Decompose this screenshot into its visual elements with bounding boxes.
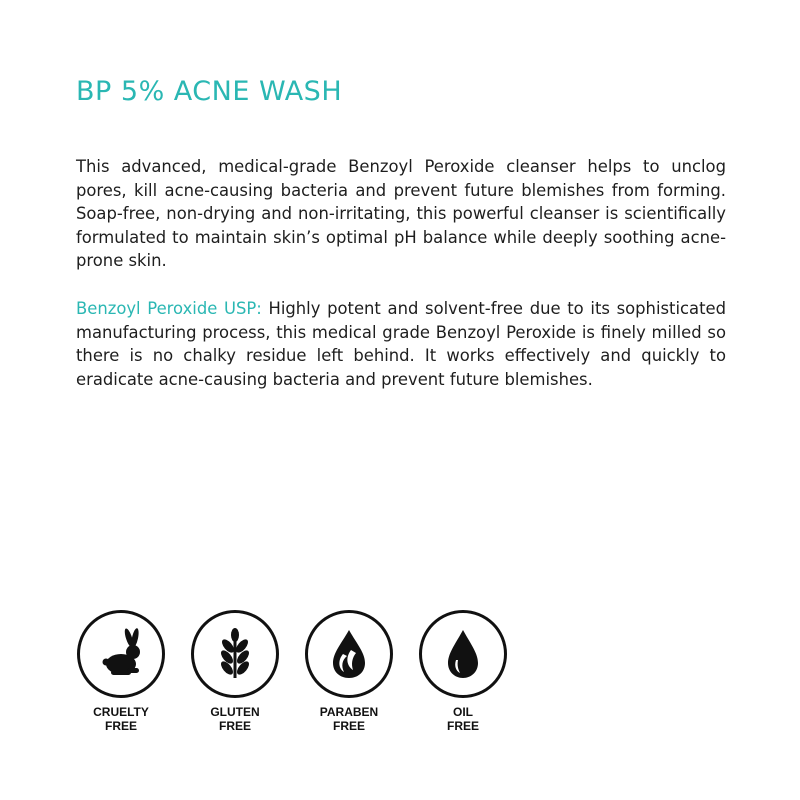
badge-label-line2: FREE [446,719,479,733]
badge-oil-free [406,610,520,733]
wheat-icon [207,626,263,682]
badge-label-line2: FREE [332,719,365,733]
badge-gluten-free [178,610,292,733]
badge-label-line1: CRUELTY [93,705,149,719]
ingredient-name: Benzoyl Peroxide USP: [76,299,262,318]
badge-label-line2: FREE [104,719,137,733]
oil-drop-icon [435,626,491,682]
feature-badges [64,610,520,733]
badge-cruelty-free [64,610,178,733]
badge-circle [191,610,279,698]
badge-circle [419,610,507,698]
badge-label-line1: GLUTEN [210,705,260,719]
badge-label-line2: FREE [218,719,251,733]
description-paragraph: This advanced, medical-grade Benzoyl Peroxide cleanser helps to unclog pores, kill acne-causing bacteria and prevent future blemishes from forming. Soap-free, non-drying and non-irritating, this powerful cleanser is scientifically formulated to maintain skin’s optimal pH balance while deeply soothing acne-prone skin. [76,157,726,271]
badge-label-line1: OIL [452,705,473,719]
badge-circle [305,610,393,698]
rabbit-icon [93,626,149,682]
product-title: BP 5% ACNE WASH [76,76,343,107]
paraben-drop-icon [321,626,377,682]
badge-circle [77,610,165,698]
ingredient-description: Highly potent and solvent-free due to its sophisticated manufacturing process, this medical grade Benzoyl Peroxide is finely milled so there is no chalky residue left behind. It works effectively and quickly to eradicate acne-causing bacteria and prevent future blemishes. [76,299,726,389]
badge-label-line1: PARABEN [319,705,379,719]
ingredient-paragraph [76,297,726,391]
badge-paraben-free [292,610,406,733]
